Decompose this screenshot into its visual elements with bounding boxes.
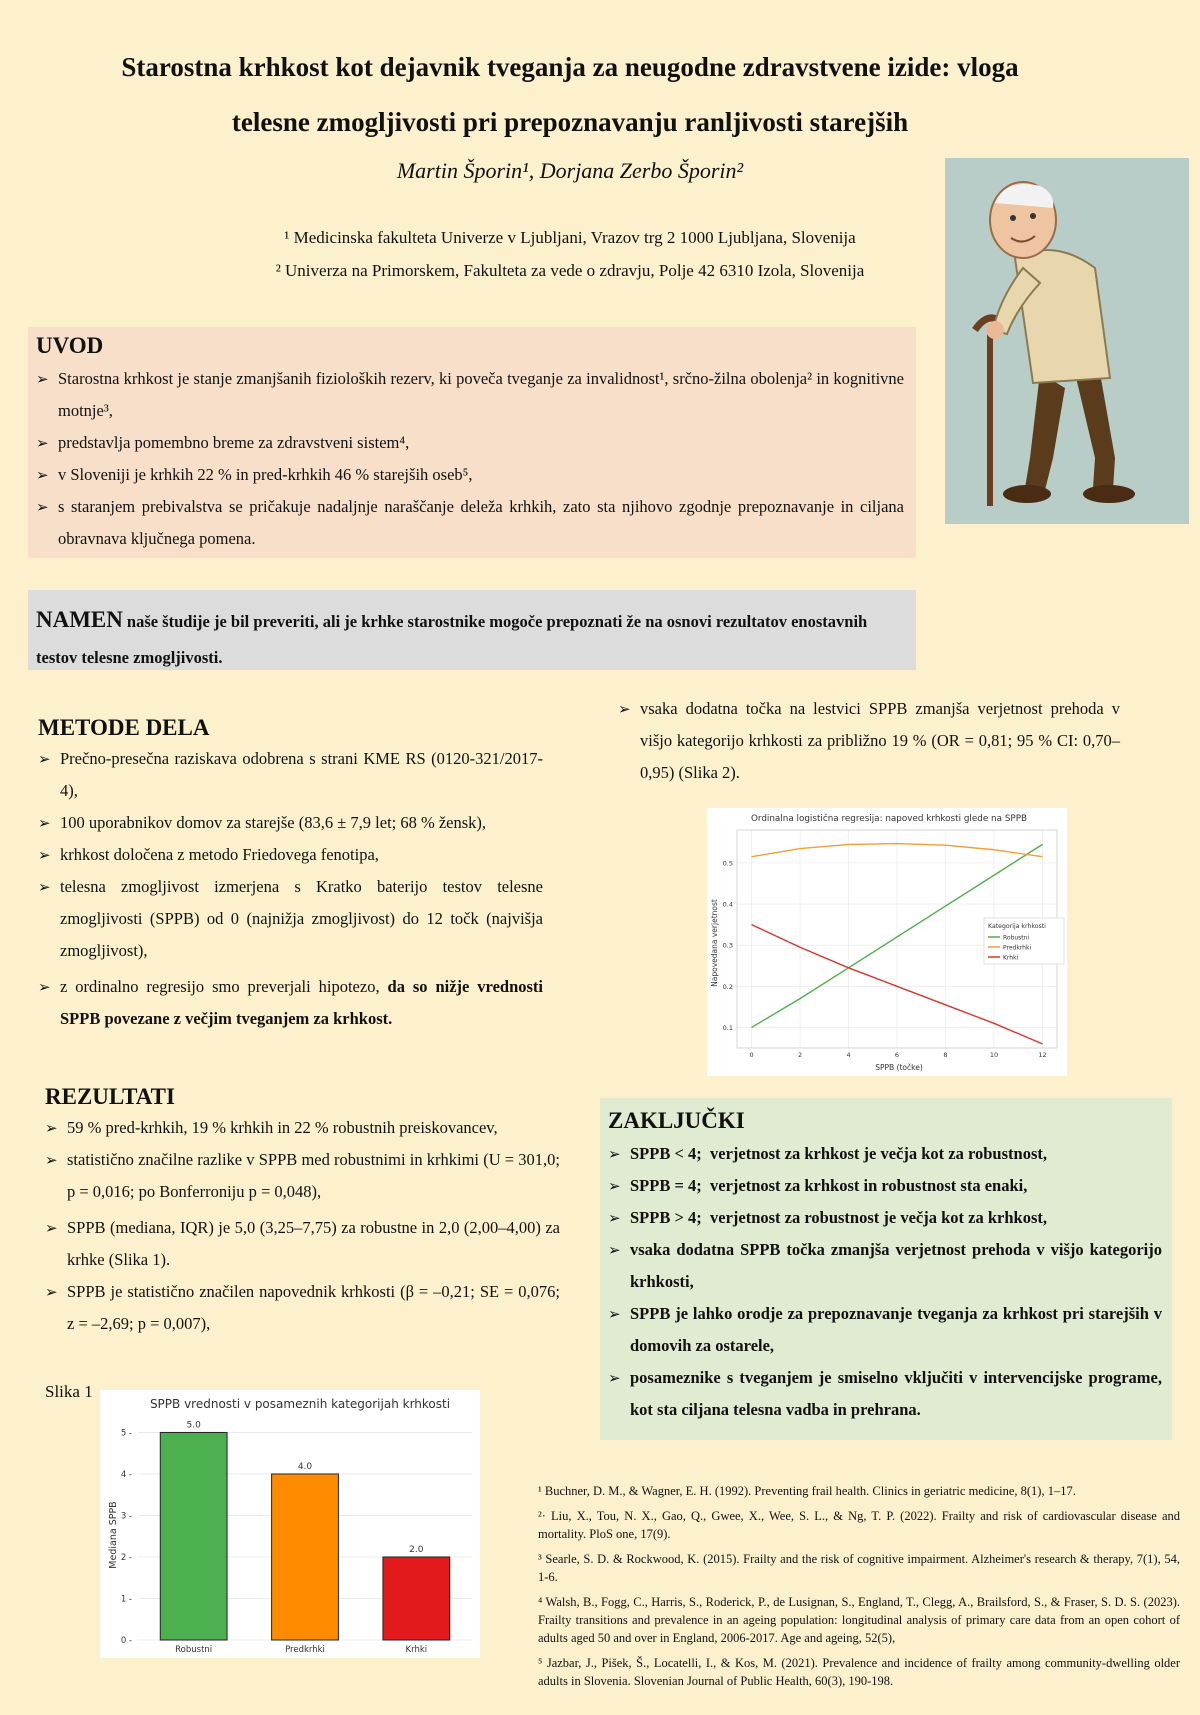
- chart1-bar-krhki: [383, 1557, 450, 1640]
- chart2-xtick-label: 8: [943, 1051, 948, 1059]
- zak-text: verjetnost za robustnost je večja kot za krhkost,: [710, 1208, 1047, 1227]
- chart1-ytick-label: 4 -: [120, 1469, 132, 1480]
- zakljucki-heading: ZAKLJUČKI: [608, 1108, 745, 1133]
- chart1-value-label: 2.0: [409, 1544, 424, 1555]
- chart1-ytick-label: 3 -: [120, 1511, 132, 1522]
- affiliation-2: ² Univerza na Primorskem, Fakulteta za vede o zdravju, Polje 42 6310 Izola, Slovenija: [275, 261, 865, 280]
- chart2-xtick-label: 6: [894, 1051, 900, 1059]
- zakljucki-section: [600, 1098, 1172, 1440]
- zak-text: posameznike s tveganjem je smiselno vključiti v intervencijske programe, kot sta ciljana telesna vadba in prehrana.: [630, 1368, 1162, 1419]
- right-result-text: [618, 693, 1120, 789]
- metode-heading: METODE DELA: [38, 715, 210, 740]
- uvod-heading: UVOD: [36, 333, 104, 358]
- chart2-ytick-label: 0.4: [722, 900, 733, 909]
- zak-text: SPPB je lahko orodje za prepoznavanje tveganja za krhkost pri starejših v domovih za ostarele,: [630, 1304, 1162, 1355]
- chart-1-svg: [100, 1390, 480, 1658]
- zak-text: verjetnost za krhkost in robustnost sta enaki,: [710, 1176, 1028, 1195]
- chart2-ytick-label: 0.3: [722, 941, 733, 950]
- hypothesis-bold: da so nižje vrednosti SPPB povezane z večjim tveganjem za krhkost.: [60, 977, 543, 1028]
- chart1-ylabel: Mediana SPPB: [108, 1501, 119, 1569]
- right-result-item: ➢ vsaka dodatna točka na lestvici SPPB zmanjša verjetnost prehoda v višjo kategorijo krhkosti za približno 19 % (OR = 0,81; 95 % CI: 0,70–0,95) (Slika 2).: [618, 693, 1120, 789]
- chart1-xtick-label: Predkrhki: [285, 1645, 325, 1655]
- chart1-value-label: 5.0: [186, 1420, 201, 1431]
- uvod-item: ➢ v Sloveniji je krhkih 22 % in pred-krhkih 46 % starejših oseb⁵,: [36, 459, 904, 491]
- reference-item: ⁴ Walsh, B., Fogg, C., Harris, S., Roderick, P., de Lusignan, S., England, T., Clegg, A., Brailsford, S., & Fraser, S. D. S. (2023). Frailty transitions and prevalence in an ageing population: longitudinal analysis of primary care data from an open cohort of adults aged 50 and over in England, 2006-2017. Age and ageing, 52(5),: [538, 1595, 1180, 1645]
- figure-1-label: Slika 1: [45, 1382, 93, 1401]
- metode-section: [38, 715, 543, 1035]
- legend-label-robustni: Robustni: [1003, 934, 1030, 942]
- rezultati-item: ➢ SPPB je statistično značilen napovednik krhkosti (β = –0,21; SE = 0,076; z = –2,69; p = 0,007),: [45, 1276, 560, 1340]
- zakljucki-item: [608, 1202, 1162, 1234]
- namen-text: naše študije je bil preveriti, ali je krhke starostnike mogoče prepoznati že na osnovi rezultatov enostavnih testov telesne zmogljivosti.: [36, 612, 868, 667]
- reference-item: ²· Liu, X., Tou, N. X., Gao, Q., Gwee, X., Wee, S. L., & Ng, T. P. (2022). Frailty and risk of cardiovascular disease and mortality. PloS one, 17(9).: [538, 1509, 1180, 1541]
- zakljucki-item: [608, 1362, 1162, 1426]
- legend-label-predkrhki: Predkrhki: [1003, 944, 1032, 952]
- rezultati-section: [45, 1084, 560, 1340]
- chart2-title: Ordinalna logistična regresija: napoved krhkosti glede na SPPB: [750, 814, 1028, 824]
- uvod-section: [28, 327, 916, 558]
- uvod-item: ➢ Starostna krhkost je stanje zmanjšanih fizioloških rezerv, ki poveča tveganje za invalidnost¹, srčno-žilna obolenja² in kognitivne motnje³,: [36, 363, 904, 427]
- elderly-man-icon: [945, 158, 1189, 524]
- zak-text: vsaka dodatna SPPB točka zmanjša verjetnost prehoda v višjo kategorijo krhkosti,: [630, 1240, 1162, 1291]
- zak-lead: SPPB > 4;: [630, 1208, 702, 1227]
- metode-item: ➢ 100 uporabnikov domov za starejše (83,6 ± 7,9 let; 68 % žensk),: [38, 807, 543, 839]
- uvod-item: ➢ predstavlja pomembno breme za zdravstveni sistem⁴,: [36, 427, 904, 459]
- chart1-ytick-label: 1 -: [120, 1594, 132, 1605]
- reference-item: ¹ Buchner, D. M., & Wagner, E. H. (1992). Preventing frail health. Clinics in geriatric medicine, 8(1), 1–17.: [538, 1484, 1076, 1498]
- chart-ordinal-regression: [707, 808, 1067, 1076]
- zak-lead: SPPB < 4;: [630, 1144, 702, 1163]
- chart2-legend: [984, 918, 1064, 964]
- chart2-xtick-label: 2: [797, 1051, 803, 1059]
- metode-item-hypothesis: [38, 971, 543, 1035]
- zakljucki-item: [608, 1234, 1162, 1298]
- elderly-man-illustration: [945, 158, 1189, 524]
- chart1-ytick-label: 0 -: [120, 1636, 132, 1646]
- chart1-title: SPPB vrednosti v posameznih kategorijah krhkosti: [149, 1397, 451, 1411]
- zakljucki-item: [608, 1170, 1162, 1202]
- uvod-item: ➢ s staranjem prebivalstva se pričakuje nadaljnje naraščanje deleža krhkih, zato sta njihovo zgodnje prepoznavanje in ciljana obravnava ključnega pomena.: [36, 491, 904, 555]
- reference-item: ⁵ Jazbar, J., Pišek, Š., Locatelli, I., & Kos, M. (2021). Prevalence and incidence of frailty among community-dwelling older adults in Slovenia. Slovenian Journal of Public Health, 60(3), 190-198.: [538, 1656, 1180, 1688]
- chart2-legend-title: Kategorija krhkosti: [988, 923, 1046, 930]
- affiliation-1: ¹ Medicinska fakulteta Univerze v Ljubljani, Vrazov trg 2 1000 Ljubljana, Slovenija: [284, 228, 856, 247]
- chart1-bar-robustni: [160, 1432, 227, 1640]
- legend-label-krhki: Krhki: [1003, 954, 1019, 962]
- chart1-bar-predkrhki: [272, 1474, 339, 1640]
- chart2-xtick-label: 0: [749, 1051, 754, 1059]
- chart2-xtick-label: 10: [989, 1051, 999, 1059]
- poster-title: [40, 40, 1100, 150]
- chart-2-svg: [707, 808, 1067, 1076]
- chart2-ylabel: Napovedana verjetnost: [710, 899, 719, 987]
- namen-section: [28, 590, 916, 670]
- rezultati-item: ➢ SPPB (mediana, IQR) je 5,0 (3,25–7,75) za robustne in 2,0 (2,00–4,00) za krhke (Slika 1).: [45, 1212, 560, 1276]
- chart2-xtick-label: 12: [1038, 1051, 1047, 1059]
- chart1-ytick-label: 5 -: [120, 1428, 132, 1439]
- metode-item: ➢ Prečno-presečna raziskava odobrena s strani KME RS (0120-321/2017-4),: [38, 743, 543, 807]
- chart2-ytick-label: 0.5: [722, 859, 733, 868]
- chart1-ytick-label: 2 -: [120, 1552, 132, 1563]
- chart2-ytick-label: 0.1: [722, 1023, 733, 1032]
- reference-item: ³ Searle, S. D. & Rockwood, K. (2015). Frailty and the risk of cognitive impairment. Alzheimer's research & therapy, 7(1), 54, 1-6.: [538, 1552, 1180, 1584]
- namen-heading: NAMEN: [36, 607, 123, 632]
- title-line-1: Starostna krhkost kot dejavnik tveganja za neugodne zdravstvene izide: vloga: [121, 52, 1019, 82]
- rezultati-item: ➢ 59 % pred-krhkih, 19 % krhkih in 22 % robustnih preiskovancev,: [45, 1112, 560, 1144]
- chart1-xtick-label: Robustni: [175, 1645, 213, 1655]
- hypothesis-plain: z ordinalno regresijo smo preverjali hipotezo,: [60, 977, 388, 996]
- zak-lead: SPPB = 4;: [630, 1176, 702, 1195]
- chart2-xtick-label: 4: [846, 1051, 851, 1059]
- chart1-xtick-label: Krhki: [405, 1645, 428, 1655]
- chart2-ytick-label: 0.2: [722, 982, 733, 991]
- rezultati-item: ➢ statistično značilne razlike v SPPB med robustnimi in krhkimi (U = 301,0; p = 0,016; po Bonferroniju p = 0,048),: [45, 1144, 560, 1208]
- title-line-2: telesne zmogljivosti pri prepoznavanju ranljivosti starejših: [231, 107, 909, 137]
- metode-item: ➢ krhkost določena z metodo Friedovega fenotipa,: [38, 839, 543, 871]
- authors: Martin Šporin¹, Dorjana Zerbo Šporin²: [396, 158, 744, 183]
- rezultati-heading: REZULTATI: [45, 1084, 175, 1109]
- chart-sppb-bars: [100, 1390, 480, 1658]
- zakljucki-item: [608, 1138, 1162, 1170]
- chart1-value-label: 4.0: [297, 1461, 313, 1472]
- zak-text: verjetnost za krhkost je večja kot za robustnost,: [710, 1144, 1047, 1163]
- references: [538, 1482, 1180, 1697]
- metode-item: ➢ telesna zmogljivost izmerjena s Kratko baterijo testov telesne zmogljivosti (SPPB) od 0 (najnižja zmogljivost) do 12 točk (najvišja zmogljivost),: [38, 871, 543, 967]
- chart2-xlabel: SPPB (točke): [875, 1063, 923, 1072]
- zakljucki-item: [608, 1298, 1162, 1362]
